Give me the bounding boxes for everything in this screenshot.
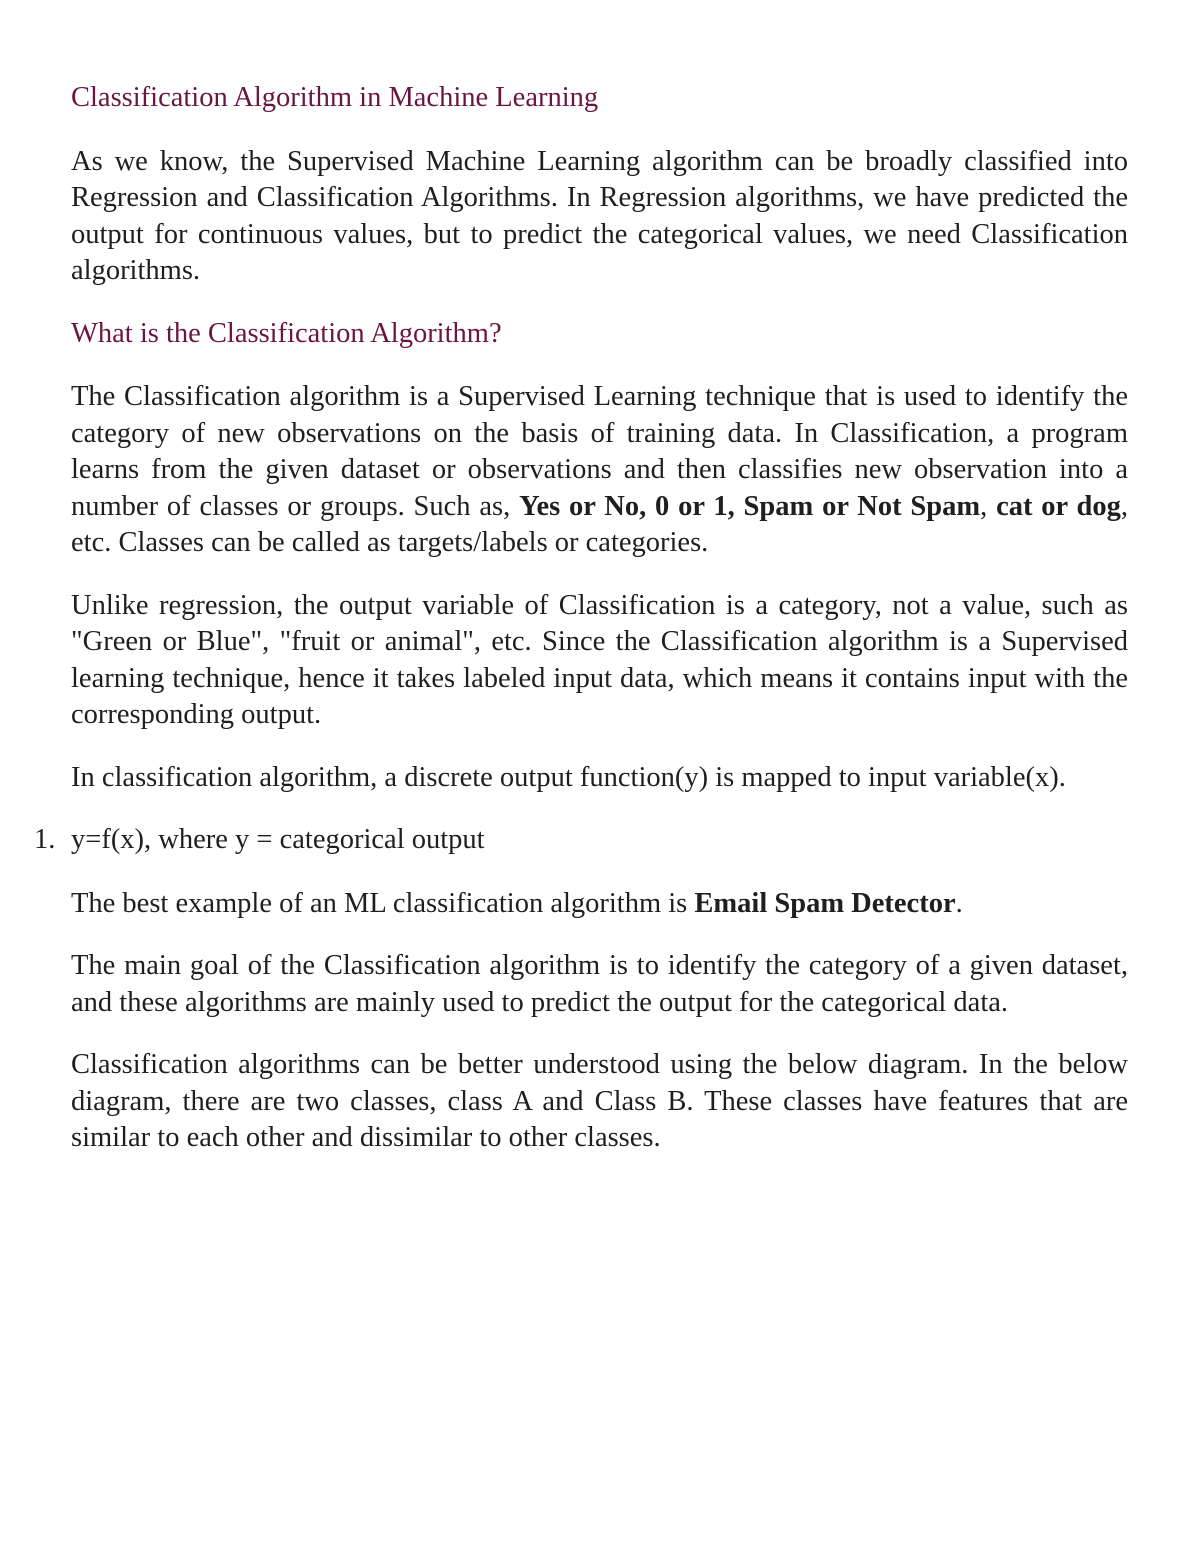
definition-separator: ,: [980, 490, 997, 522]
list-number: 1.: [34, 824, 56, 855]
intro-paragraph: As we know, the Supervised Machine Learning algorithm can be broadly classified into Regression and Classification Algorithms. In Regression algorithms, we have predicted the output for continuous values, but to predict the categorical values, we need Classification algorithms.: [71, 145, 1128, 286]
diagram-intro-paragraph: Classification algorithms can be better understood using the below diagram. In the below diagram, there are two classes, class A and Class B. These classes have features that are similar to each other and dissimilar to other classes.: [71, 1049, 1128, 1153]
document-content: [34, 80, 1128, 1183]
section-title: Classification Algorithm in Machine Learning: [71, 82, 599, 113]
example-cat-dog: cat or dog: [996, 490, 1121, 522]
list-item: [34, 822, 1128, 859]
email-spam-detector: Email Spam Detector: [694, 887, 956, 919]
mapping-paragraph: In classification algorithm, a discrete output function(y) is mapped to input variable(x).: [71, 761, 1066, 793]
definition-text-end: , etc. Classes can be called as targets/labels or categories.: [71, 490, 1128, 558]
goal-paragraph: The main goal of the Classification algorithm is to identify the category of a given dataset, and these algorithms are mainly used to predict the output for the categorical data.: [71, 950, 1128, 1018]
output-variable-paragraph: Unlike regression, the output variable of Classification is a category, not a value, such as "Green or Blue", "fruit or animal", etc. Since the Classification algorithm is a Supervised learning technique, hence it takes labeled input data, which means it contains input with the corresponding output.: [71, 589, 1128, 730]
subsection-title: What is the Classification Algorithm?: [71, 317, 502, 349]
definition-paragraph: [71, 379, 1128, 562]
definition-text-start: The Classification algorithm is a Supervised Learning technique that is used to identify the category of new observations on the basis of training data. In Classification, a program learns from the given dataset or observations and then classifies new observation into a number of classes or groups. Such as,: [71, 381, 1128, 522]
example-text-end: .: [955, 887, 963, 919]
example-binary-classes: Yes or No, 0 or 1, Spam or Not Spam: [519, 490, 981, 522]
example-text-start: The best example of an ML classification algorithm is: [71, 887, 695, 919]
formula-text: y=f(x), where y = categorical output: [71, 824, 485, 855]
example-paragraph: [71, 886, 1128, 923]
